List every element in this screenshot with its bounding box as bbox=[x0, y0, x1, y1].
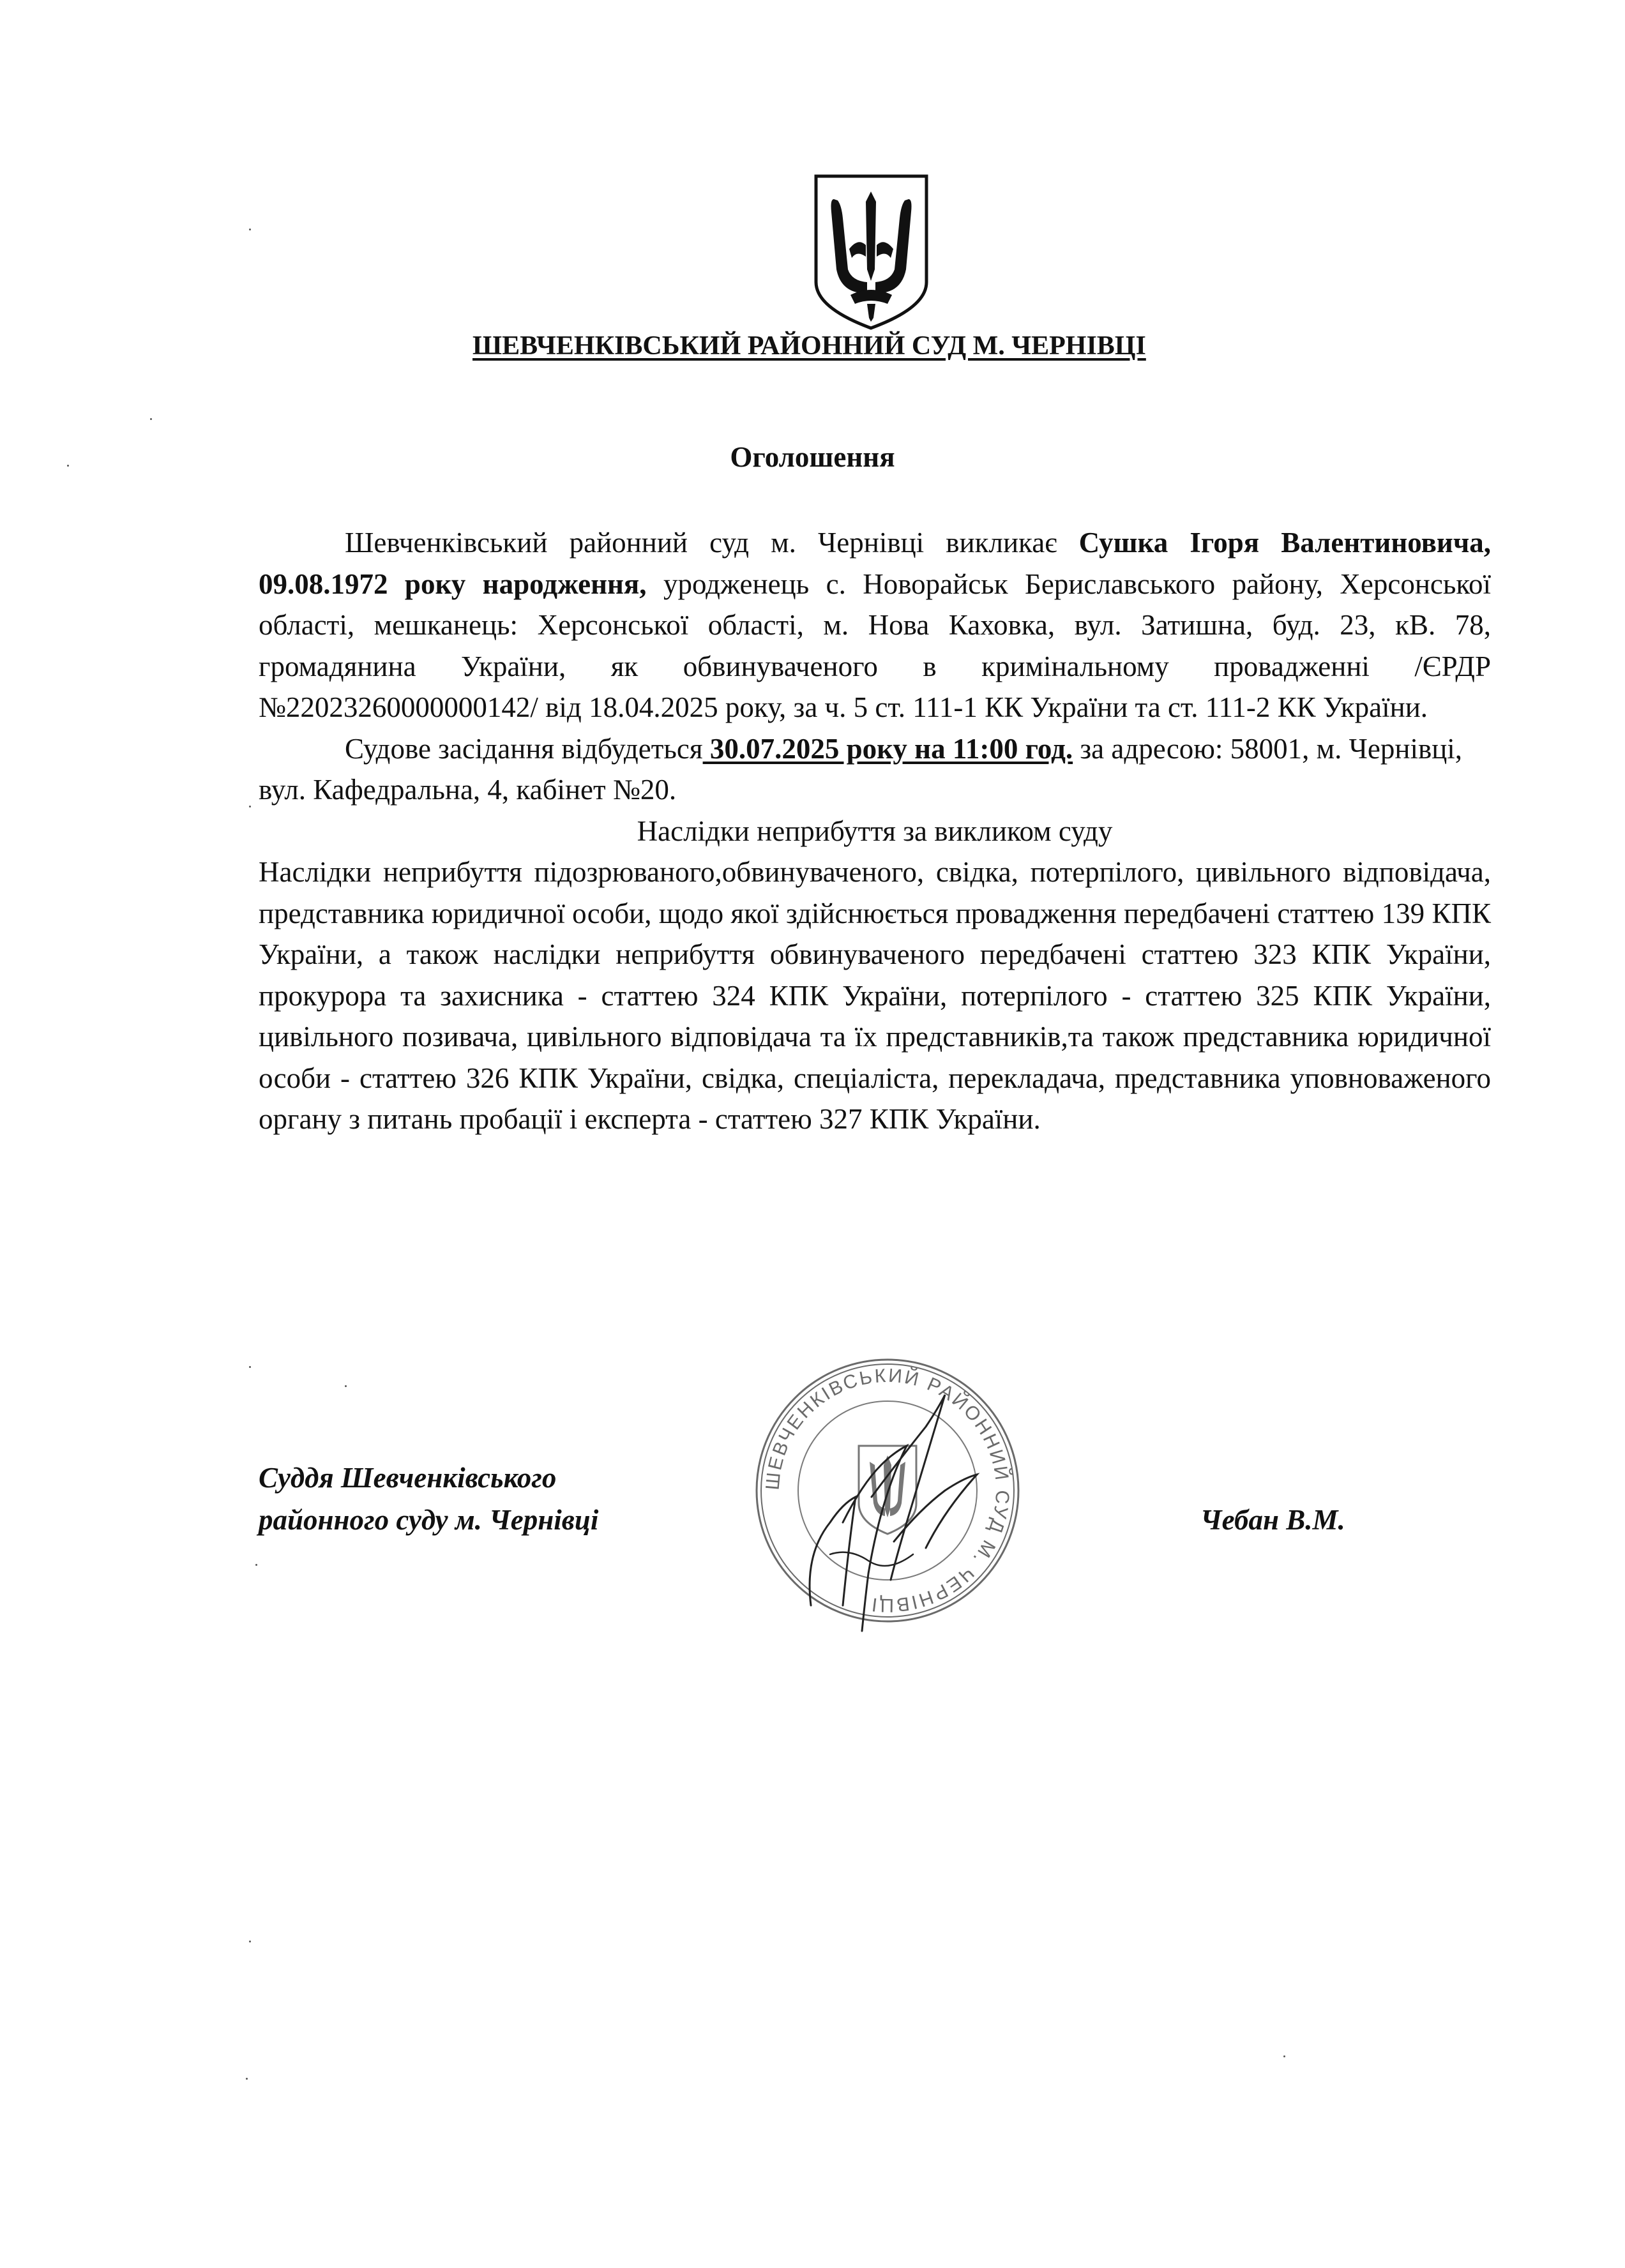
scan-speck bbox=[249, 1941, 251, 1942]
consequences-heading: Наслідки неприбуття за викликом суду bbox=[637, 815, 1113, 847]
accused-name: Сушка Ігоря Валентиновича, 09.08.1972 року народження, bbox=[259, 527, 1491, 600]
court-stamp-icon bbox=[734, 1331, 1041, 1650]
stamp-ring-text: ШЕВЧЕНКІВСЬКИЙ РАЙОННИЙ СУД М. ЧЕРНІВЦІ bbox=[762, 1365, 1013, 1616]
hearing-paragraph bbox=[259, 728, 1491, 811]
coat-of-arms-icon bbox=[812, 174, 930, 331]
scan-speck bbox=[246, 2078, 248, 2080]
document-heading: Оголошення bbox=[730, 441, 895, 473]
judge-name: Чебан В.М. bbox=[1200, 1504, 1345, 1536]
hearing-address: за адресою: 58001, м. Чернівці, вул. Кафедральна, 4, кабінет №20. bbox=[259, 732, 1463, 806]
scan-speck bbox=[150, 418, 152, 420]
judge-position-line2: районного суду м. Чернівці bbox=[259, 1504, 599, 1536]
court-title: ШЕВЧЕНКІВСЬКИЙ РАЙОННИЙ СУД М. ЧЕРНІВЦІ bbox=[472, 331, 1146, 361]
document-body bbox=[259, 522, 1491, 1140]
judge-position bbox=[259, 1457, 598, 1541]
hearing-datetime: 30.07.2025 року на 11:00 год. bbox=[702, 732, 1073, 765]
scan-speck bbox=[249, 229, 251, 230]
hearing-prefix: Судове засідання відбудеться bbox=[345, 732, 703, 765]
scan-speck bbox=[255, 1564, 257, 1566]
summons-intro: Шевченківський районний суд м. Чернівці викликає bbox=[345, 527, 1079, 559]
scan-speck bbox=[1283, 2055, 1285, 2057]
scan-speck bbox=[249, 806, 251, 807]
scan-speck bbox=[67, 465, 69, 467]
judge-position-line1: Суддя Шевченківського bbox=[259, 1462, 557, 1494]
summons-details: уродженець с. Новорайськ Бериславського району, Херсонської області, мешканець: Херсонської області, м. Нова Каховка, вул. Затишна, буд. 23, кВ. 78, громадянина України, як обвинуваченого в кримінальному провадженні /ЄРДР №22023260000000142/ від 18.04.2025 року, за ч. 5 ст. 111-1 КК України та ст. 111-2 КК України. bbox=[259, 567, 1491, 723]
scan-speck bbox=[249, 1366, 251, 1368]
summons-paragraph bbox=[259, 522, 1491, 728]
consequences-paragraph: Наслідки неприбуття підозрюваного,обвинуваченого, свідка, потерпілого, цивільного відповідача, представника юридичної особи, щодо якої здійснюється провадження передбачені статтею 139 КПК України, а також наслідки неприбуття обвинуваченого передбачені статтею 323 КПК України, прокурора та захисника - статтею 324 КПК України, потерпілого - статтею 325 КПК України, цивільного позивача, цивільного відповідача та їх представників,та також представника юридичної особи - статтею 326 КПК України, свідка, спеціаліста, перекладача, представника уповноваженого органу з питань пробації і експерта - статтею 327 КПК України. bbox=[259, 856, 1491, 1135]
scan-speck bbox=[345, 1385, 347, 1387]
